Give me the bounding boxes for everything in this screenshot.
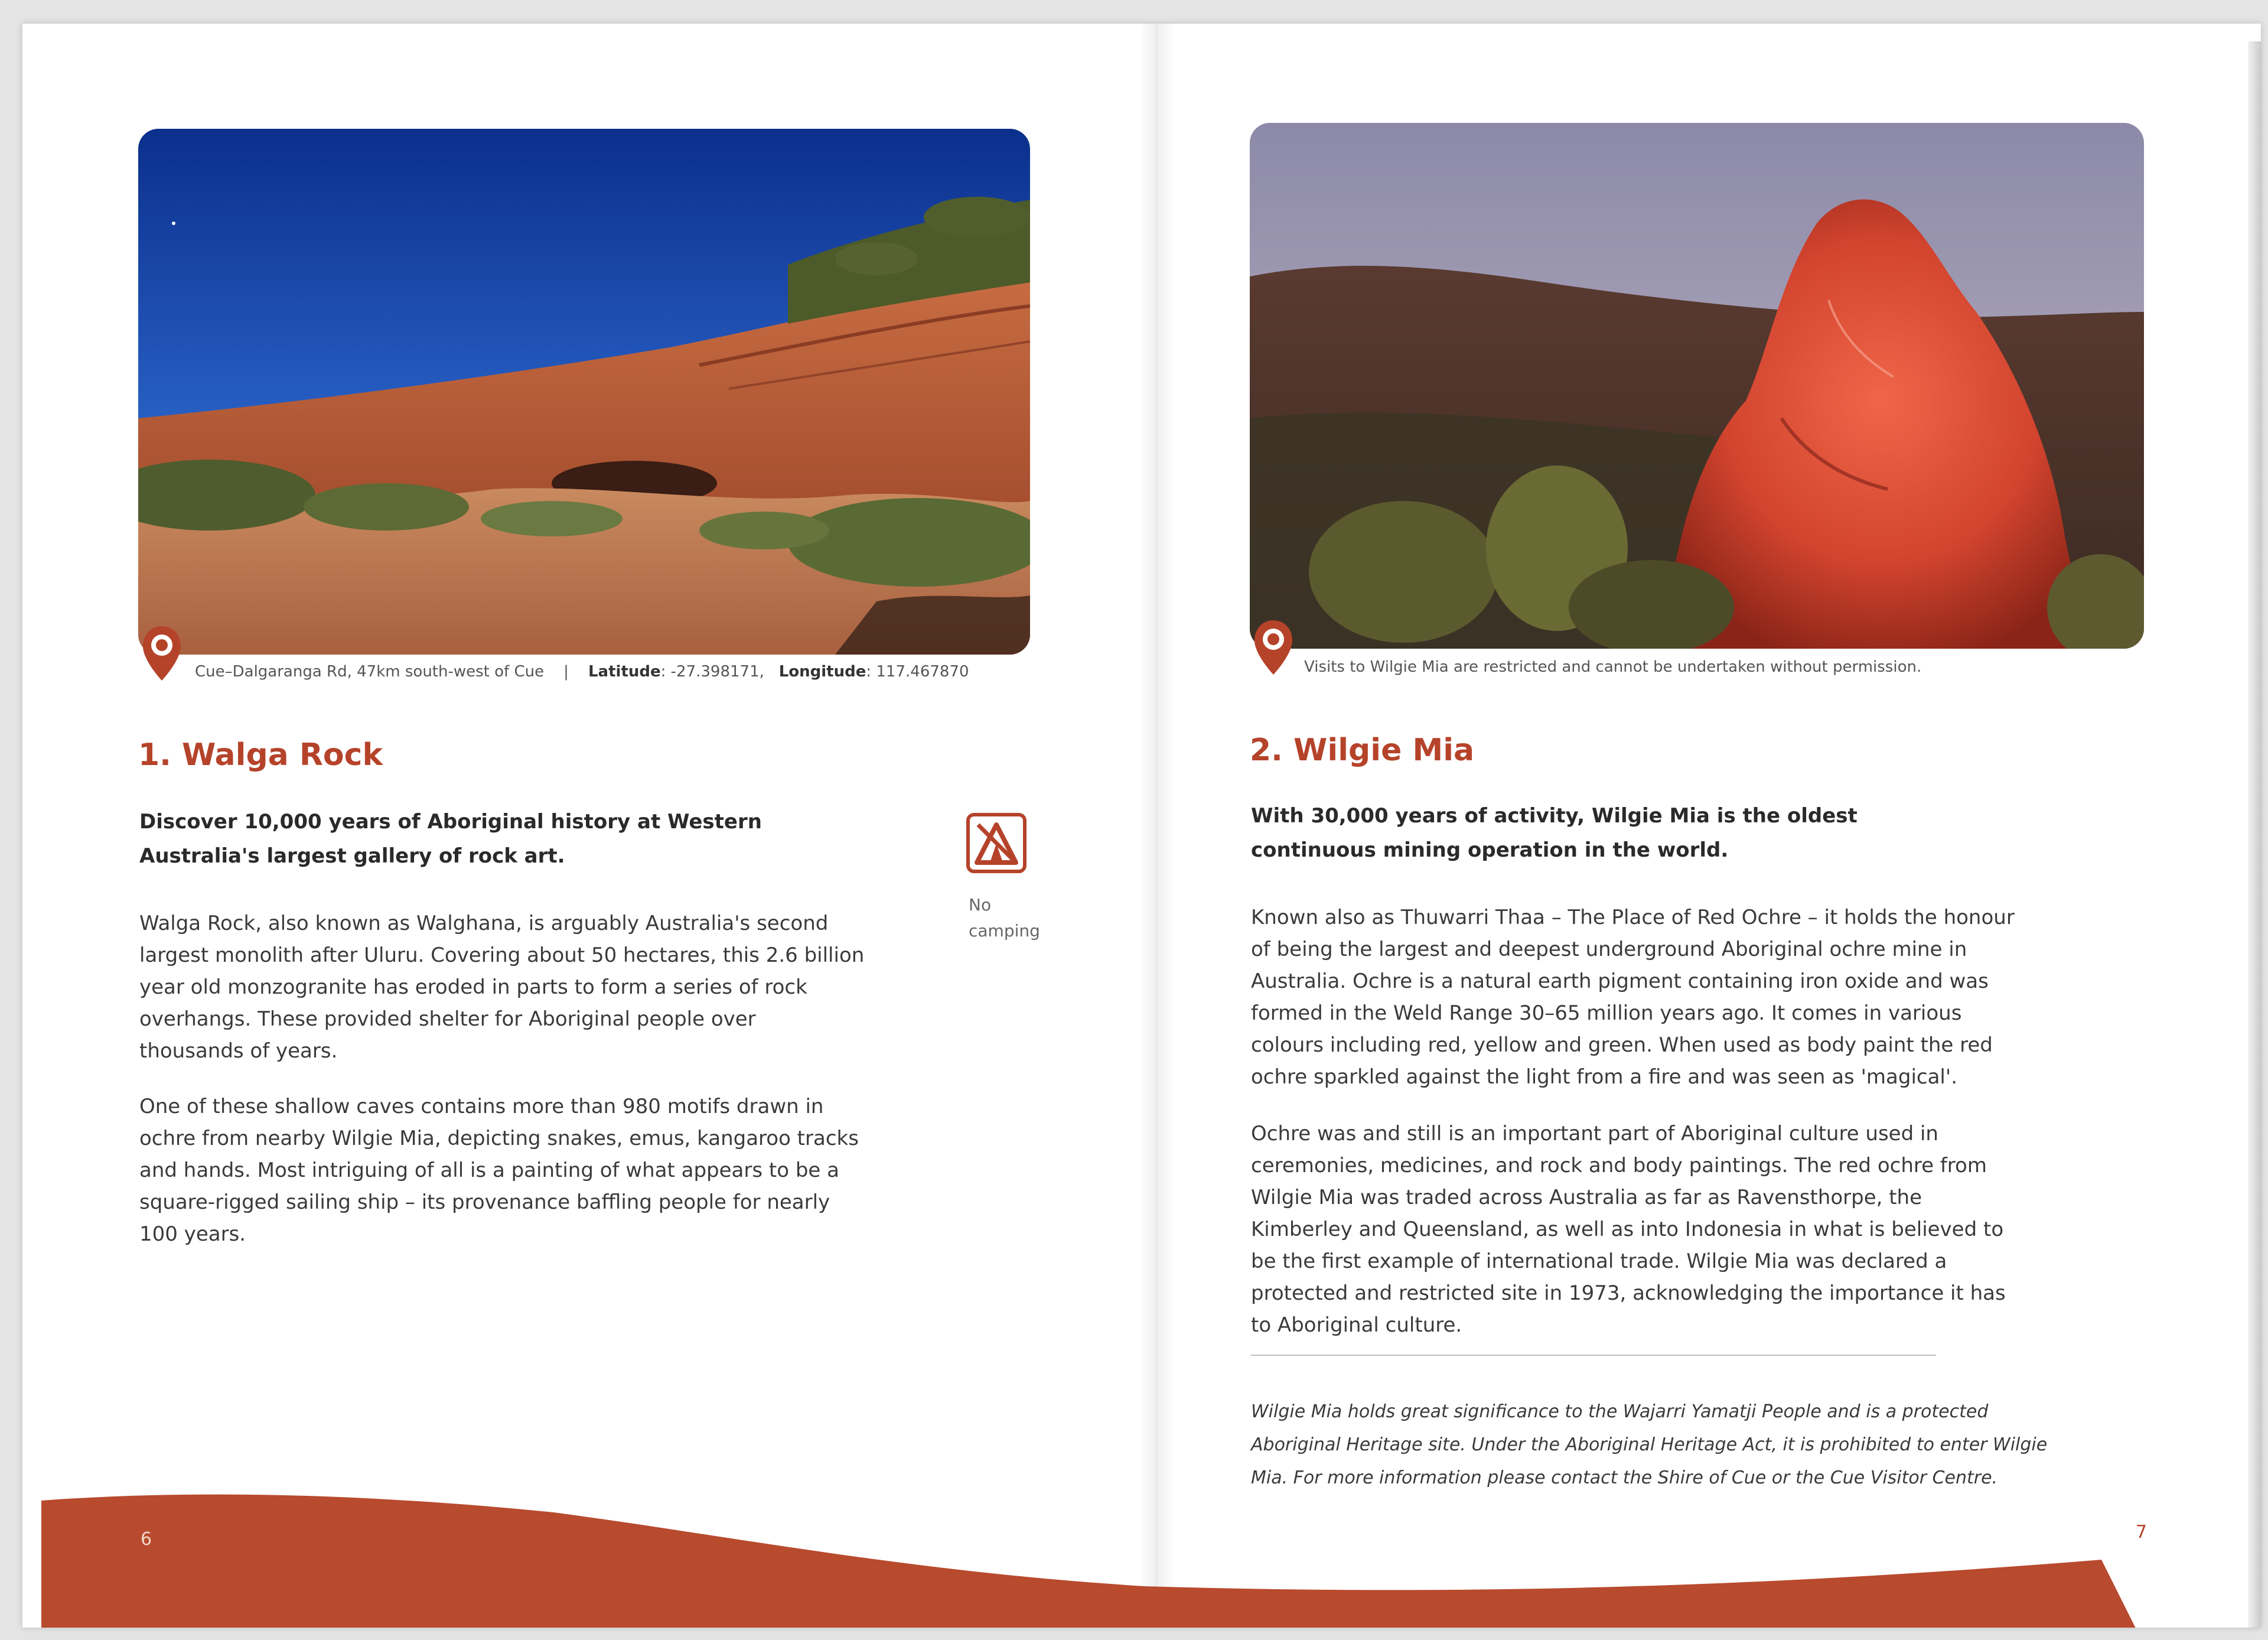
walga-rock-lead: Discover 10,000 years of Aboriginal history at Western Australia's largest gallery of rock art. [139, 810, 762, 868]
walga-rock-photo [138, 129, 1030, 655]
walga-rock-paragraph-1: Walga Rock, also known as Walghana, is arguably Australia's second largest monolith after Uluru. Covering about 50 hectares, this 2.6 billion year old monzogranite has eroded in parts to form a series of rock overhangs. These provided shelter for Aboriginal people over thousands of years. [139, 912, 865, 1063]
longitude-label: Longitude [778, 663, 866, 681]
location-caption [195, 663, 969, 681]
section-divider [1251, 1355, 1936, 1356]
page-edge [2248, 41, 2261, 1628]
page-number-right: 7 [2136, 1522, 2148, 1543]
no-camping-label: No camping [969, 895, 1040, 941]
wilgie-mia-photo [1250, 123, 2144, 649]
heritage-note: Wilgie Mia holds great significance to the Wajarri Yamatji People and is a protected Aboriginal Heritage site. Under the Aboriginal Heritage Act, it is prohibited to enter Wilgie Mia. For more information please contact the Shire of Cue or the Cue Visitor Centre. [1251, 1401, 2048, 1488]
wilgie-mia-paragraph-1: Known also as Thuwarri Thaa – The Place of Red Ochre – it holds the honour of being the largest and deepest underground Aboriginal ochre mine in Australia. Ochre is a natural earth pigment containing iron oxide and was formed in the Weld Range 30–65 million years ago. It comes in various colours including red, yellow and green. When used as body paint the red ochre sparkled against the light from a fire and was seen as 'magical'. [1251, 906, 2015, 1089]
wilgie-mia-heading: 2. Wilgie Mia [1250, 733, 1475, 768]
latitude-label: Latitude [588, 663, 661, 681]
page-number-left: 6 [141, 1529, 152, 1550]
location-pin-icon [1252, 618, 1295, 677]
restriction-caption: Visits to Wilgie Mia are restricted and cannot be undertaken without permission. [1304, 658, 1922, 676]
wilgie-mia-paragraph-2: Ochre was and still is an important part of Aboriginal culture used in ceremonies, medicines, and rock and body paintings. The red ochre from Wilgie Mia was traded across Australia as far as Ravensthorpe, the Kimberley and Queensland, as well as into Indonesia in what is believed to be the first example of international trade. Wilgie Mia was declared a protected and restricted site in 1973, acknowledging the importance it has to Aboriginal culture. [1251, 1122, 2006, 1337]
footer-band [22, 1453, 2261, 1628]
location-pin-icon [141, 624, 183, 683]
caption-separator: | [563, 663, 569, 681]
longitude-value: : 117.467870 [866, 663, 969, 681]
brochure-spread [22, 24, 2261, 1628]
page-gutter [1139, 24, 1174, 1628]
wilgie-mia-lead: With 30,000 years of activity, Wilgie Mia is the oldest continuous mining operation in the world. [1251, 804, 1858, 862]
walga-rock-paragraph-2: One of these shallow caves contains more than 980 motifs drawn in ochre from nearby Wilgie Mia, depicting snakes, emus, kangaroo tracks and hands. Most intriguing of all is a painting of what appears to be a square-rigged sailing ship – its provenance baffling people for nearly 100 years. [139, 1095, 859, 1246]
latitude-value: : -27.398171, [660, 663, 764, 681]
walga-rock-heading: 1. Walga Rock [138, 737, 383, 773]
location-address: Cue–Dalgaranga Rd, 47km south-west of Cue [195, 663, 545, 681]
no-camping-icon [966, 813, 1027, 873]
